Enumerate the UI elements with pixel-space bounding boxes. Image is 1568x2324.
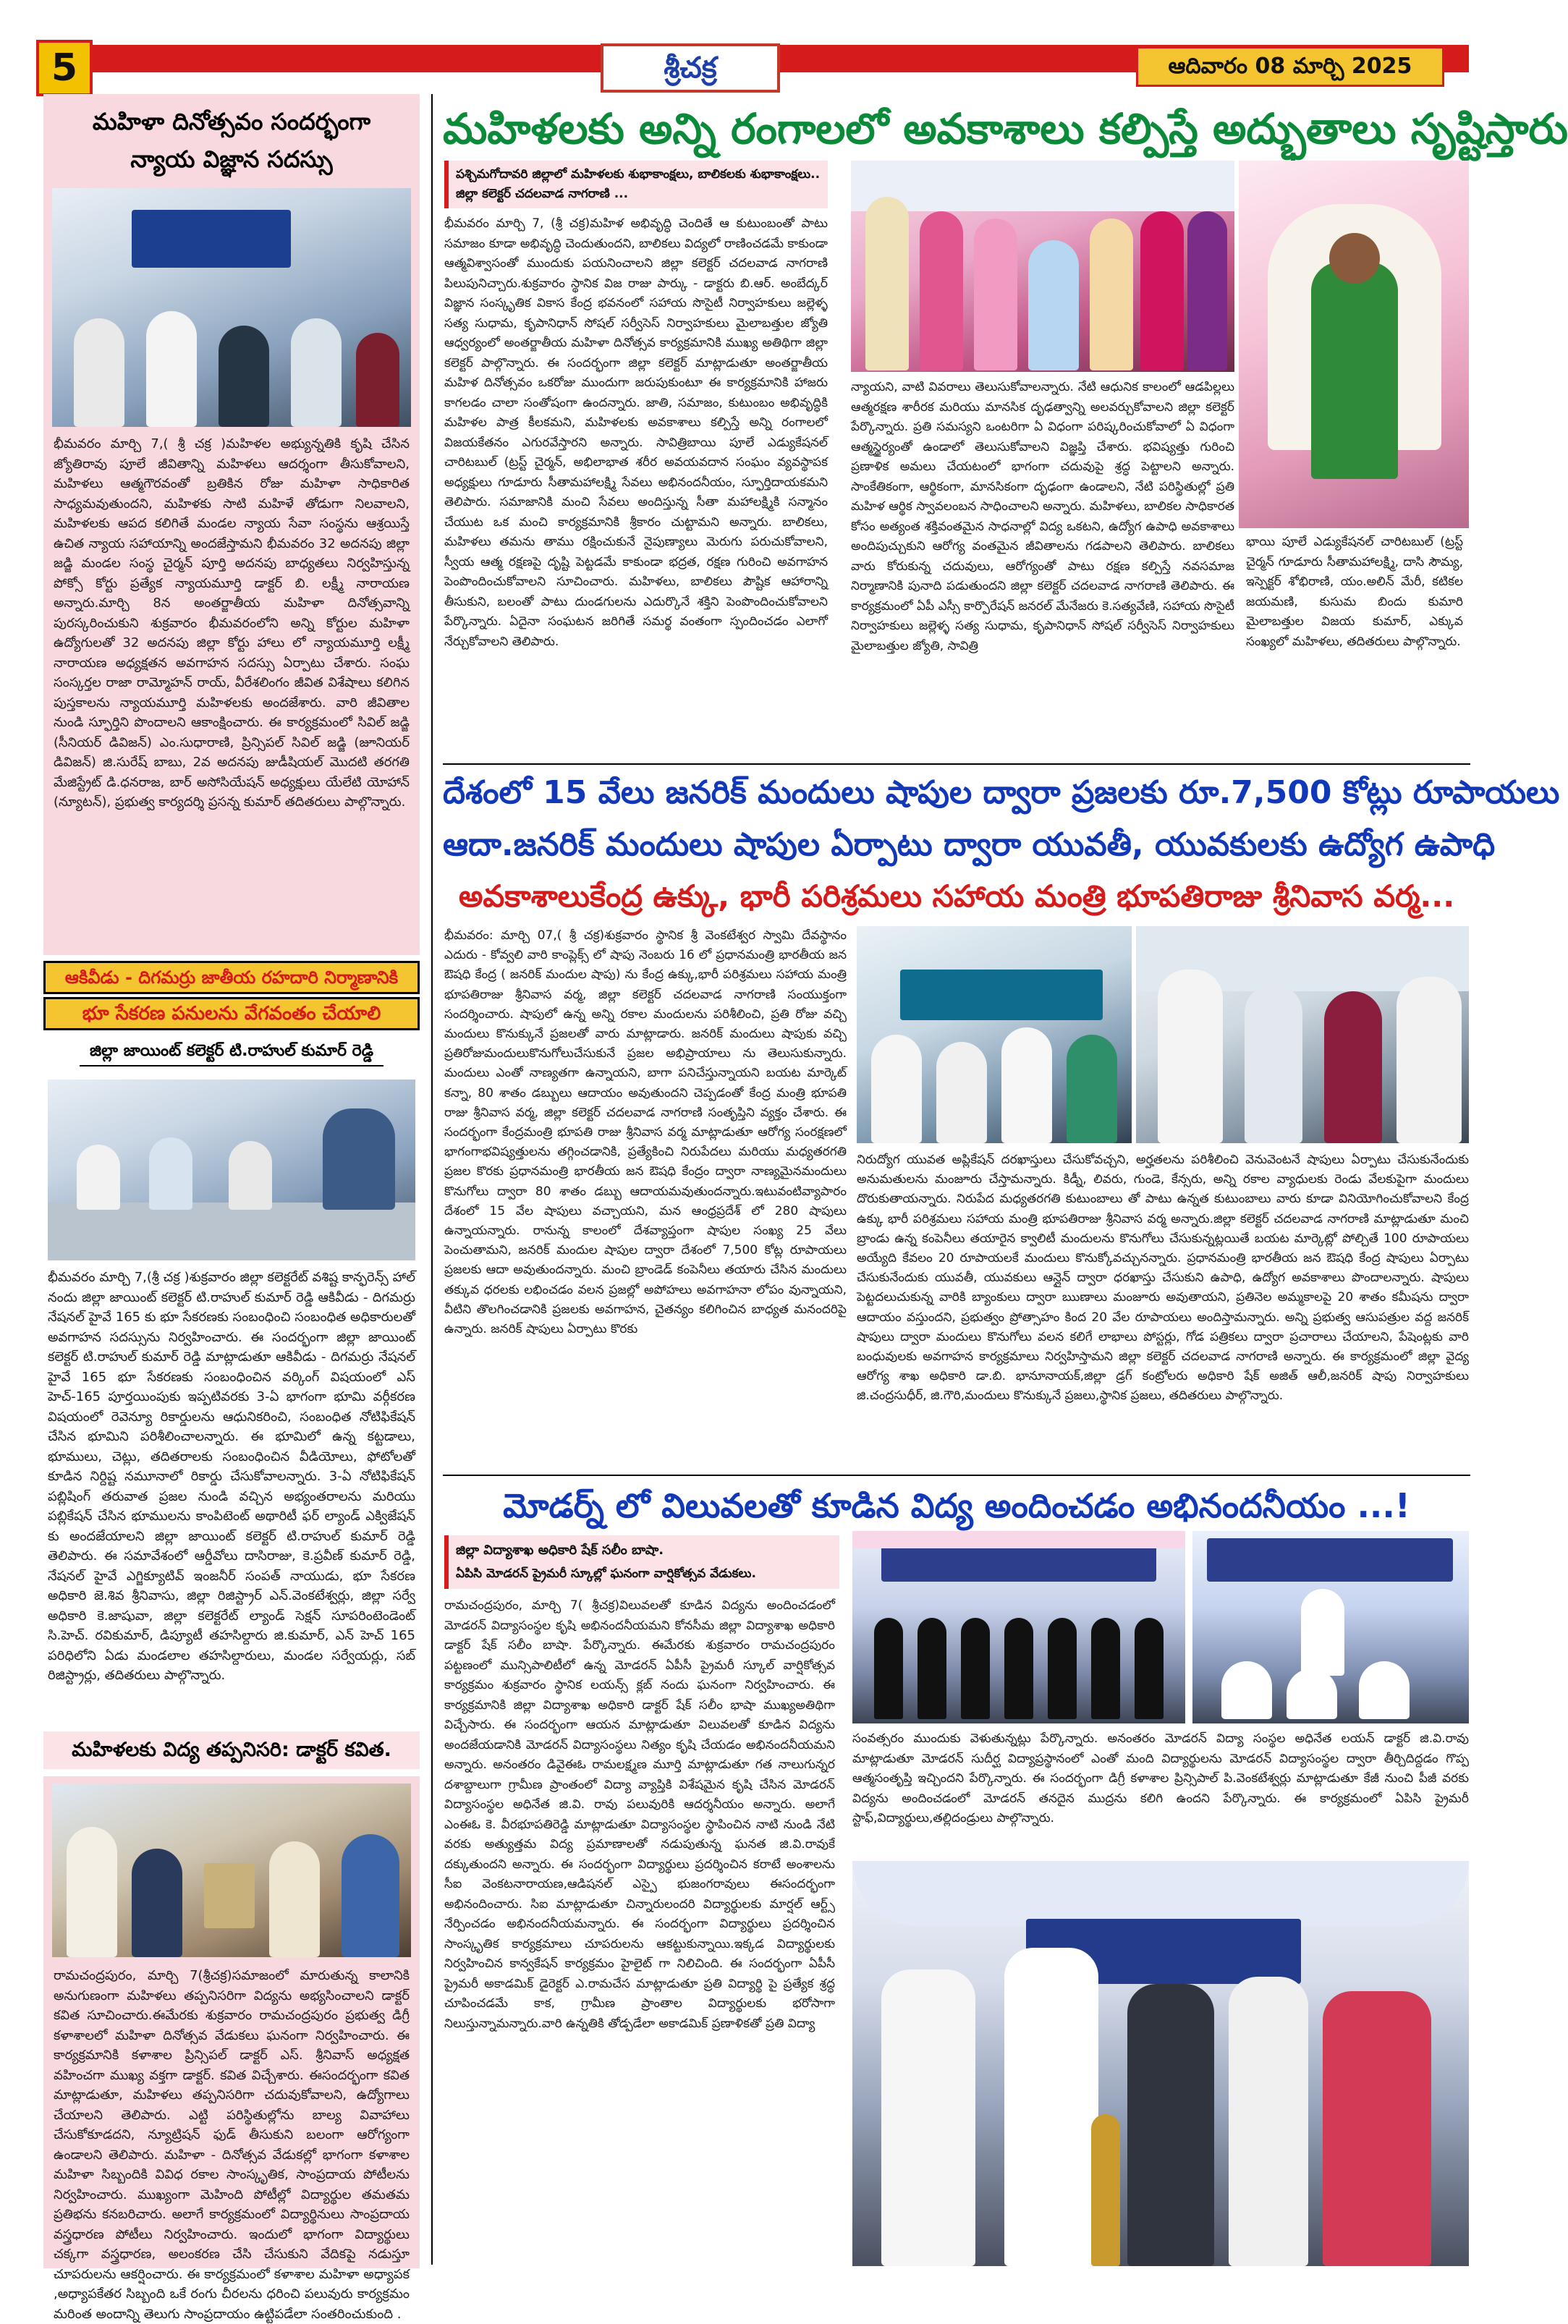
stage-backdrop — [1207, 1538, 1453, 1582]
person-figure — [881, 1969, 975, 2266]
person-figure — [356, 333, 399, 427]
student-figure — [1091, 1618, 1120, 1719]
left-story1-title-line2: న్యాయ విజ్ఞాన సదస్సు — [130, 145, 333, 173]
headline-generic-medicine-2: ఆదా.జనరిక్ మందులు షాపుల ఏర్పాటు ద్వారా యువతీ, యువకులకు ఉద్యోగ ఉపాధి — [443, 826, 1496, 863]
person-figure — [219, 326, 269, 427]
left-story3-title: మహిళలకు విద్య తప్పనిసరి: డాక్టర్ కవిత. — [72, 1739, 391, 1761]
issue-date: ఆదివారం 08 మార్చి 2025 — [1136, 46, 1444, 87]
student-figure — [874, 1618, 903, 1719]
modern-school-body-col2: సంవత్సరం ముందుకు వెళుతున్నట్లు పేర్కొన్నారు. అనంతరం మోడరన్ విద్యా సంస్థల అధినేత లయన్ డాక్టర్ జి.వి.రావు మాట్లాడుతూ మోడరన్ సుదీర్ఘ విద్యాప్రస్థానంలో ఎంతో మంది విద్యార్థులను మోడరన్ విద్యాసంస్థల ద్వారా తీర్చిదిద్దడం గొప్ప ఆత్మసంతృప్తి ఇచ్చిందని పేర్కొన్నారు. ఈ సందర్భంగా డిగ్రీ కళాశాల ప్రిన్సిపాల్ పి.వెంకటేశ్వర్లు మాట్లాడుతూ కేజీ నుంచి పీజీ వరకు విద్యను అందించడంలో మోడరన్ తనదైన ముద్రను కలిగి ఉందని పేర్కొన్నారు. ఈ కార్యక్రమంలో ఏపిసి ప్రైమరీ స్టాఫ్,విద్యార్థులు,తల్లిదండ్రులు పాల్గొన్నారు. — [852, 1731, 1469, 1825]
person-figure — [1229, 1977, 1308, 2266]
person-figure — [1127, 1984, 1214, 2266]
generic-medicine-body-col1: భీమవరం: మార్చి 07,( శ్రీ చక్ర)శుక్రవారం స్థానిక శ్రీ వెంకటేశ్వర స్వామి దేవస్థానం ఎదురు - కోవ్వలి వారి కాంప్లెక్స్ లో షాపు నెంబరు 16 లో ప్రధానమంత్రి భారతీయ జన ఔషధి కేంద్ర ( జనరిక్ మందుల షాపు) ను కేంద్ర ఉక్కు,భారీ పరిశ్రమలు సహాయ మంత్రి భూపతిరాజు శ్రీనివాస వర్మ, జిల్లా కలెక్టర్ చదలవాడ నాగరాణి సంయుక్తంగా సందర్శించారు. షాపులో ఉన్న అన్ని రకాల మందులను పరిశీలించి, ప్రతి రోజు వచ్చి మందులు కొనుక్కునే ప్రజలతో వారు మాట్లాడారు. జనరిక్ మందులు షాపుకు వచ్చి ప్రతిరోజుమందులుకొనుగోలుచేసుకునే ప్రజల అభిప్రాయాలు ను తెలుసుకున్నారు. మందులు ఎంతో నాణ్యతగా ఉన్నాయని, బాగా పనిచేస్తున్నాయని బయట మార్కెట్ కన్నా, 80 శాతం డబ్బులు ఆదాయం అవుతుందని చెప్పడంతో కేంద్ర మంత్రి భూపతి రాజు శ్రీనివాస వర్మ, జిల్లా కలెక్టర్ చదలవాడ నాగరాణి సంతృప్తిని వ్యక్తం చేశారు. ఈ సందర్భంగా కేంద్రమంత్రి భూపతి రాజు శ్రీనివాస వర్మ మాట్లాడుతూ ఆరోగ్య సంరక్షణలో భాగంగాభవిష్యత్తులను తగ్గించడానికి, ప్రత్యేకించి నిరుపేదలు మరియు మధ్యతరగతి ప్రజల కొరకు ప్రధానమంత్రి భారతీయ జన ఔషధి కేంద్రం ద్వారా నాణ్యమైనమందులు కొనుగోలు ద్వారా 80 శాతం డబ్బు ఆదాయమవుతుందన్నారు.ఇటువంటివ్యాపారం దేశంలో 15 వేల షాపులు వచ్చాయని, మన ఆంధ్రప్రదేశ్ లో 280 షాపులు ఉన్నాయన్నారు. రానున్న కాలంలో దేశవ్యాప్తంగా షాపుల సంఖ్య 25 వేలు పెంచుతామని, జనరిక్ మందుల షాపుల ద్వారా దేశంలో 7,500 కోట్ల రూపాయలు ప్రజలకు ఆదా అవుతుందన్నారు. మంచి బ్రాండెడ్ కంపెనీలు తయారు చేసిన మందులు తక్కువ ధరలకు లభించడం వలన ప్రజల్లో అపోహలు అవగాహనా లోపం వున్నాయని, వీటిని తొలగించడానికి ప్రజలకు అవగాహన, చైతన్యం కలిగించిన బాధ్యత మనందరిపై ఉన్నారు. జనరిక్ షాపులు ఏర్పాటు కొరకు — [444, 928, 847, 1337]
section-divider — [443, 763, 1470, 765]
left-story1-title-line1: మహిళా దినోత్సవం సందర్భంగా — [92, 108, 371, 135]
left-story2-byline: జిల్లా జాయింట్ కలెక్టర్ టి.రాహుల్ కుమార్ రెడ్డి — [89, 1042, 374, 1060]
left-story3-body: రామచంద్రపురం, మార్చి 7(శ్రీచక్ర)సమాజంలో మారుతున్న కాలానికి అనుగుణంగా మహిళలు తప్పనిసరిగా విద్యను అభ్యసించాలని డాక్టర్ కవిత సూచించారు.ఈమేరకు శుక్రవారం రామచంద్రపురం ప్రభుత్వ డిగ్రీ కళాశాలలో మహిళా దినోత్సవ వేడుకలు ఘనంగా నిర్వహించారు. ఈ కార్యక్రమానికి కళాశాల ప్రిన్సిపల్ డాక్టర్ ఎస్. శ్రీనివాస్ అధ్యక్షత వహించగా ముఖ్య వక్తగా డాక్టర్. కవిత విచ్చేశారు. ఈసందర్భంగా కవిత మాట్లాడుతూ, మహిళలు తప్పనిసరిగా చదువుకోవాలని, ఉద్యోగాలు చేయాలని తెలిపారు. ఎట్టి పరిస్థితుల్లోను బాల్య వివాహాలు చేసుకోకూడదని, న్యూట్రిషన్ ఫుడ్ తీసుకుని బలంగా ఆరోగ్యంగా ఉండాలని తెలిపారు. మహిళా - దినోత్సవ వేడుకల్లో భాగంగా కళాశాల మహిళా సిబ్బందికి వివిధ రకాల సాంస్కృతిక, సాంప్రదాయ పోటీలను నిర్వహించారు. ముఖ్యంగా మెహింది పోటీల్లో విద్యార్థుల తమతమ ప్రతిభను కనబరిచారు. అలాగే కార్యక్రమంలో విద్యార్థినులు సాంప్రదాయ వస్త్రధారణ పోటీలు నిర్వహించారు. ఇందులో భాగంగా విద్యార్థులు చక్కగా వస్త్రధారణ, అలంకరణ చేసి చేసుకుని వేదికపై నడుస్తూ చూపరులను ఆకర్షించారు. ఈ కార్యక్రమంలో కళాశాల మహిళా అధ్యాపక ,అధ్యాపకేతర సిబ్బంది ఒకే రంగు చీరలను ధరించి పలువురు కార్యక్రమం మరింత అందాన్ని తెలుగు సాంప్రదాయం ఉట్టిపడేలా సంతరించుకుంది . — [54, 1968, 410, 2322]
headline-modern-school: మోడర్న్ లో విలువలతో కూడిన విద్య అందించడం అభినందనీయం ...! — [503, 1486, 1410, 1525]
generic-medicine-body-col2: నిరుద్యోగ యువత అప్లికేషన్ దరఖాస్తులు చేసుకోవచ్చని, అర్హతలను పరిశీలించి వెనువెంటనే షాపులు ఏర్పాటు చేసుకునేందుకు అనుమతులను మంజూరు చేస్తామన్నారు. కిడ్నీ, లివరు, గుండె, కేన్సరు, అన్ని రకాల వ్యాధులకు రెండు వేలకుపైగా మందులు దొరుకుతాయన్నారు. నిరుపేద మధ్యతరగతి కుటుంబాలు తో పాటు ఉన్నత కుటుంబాలు వారు కూడా వినియోగించుకోవాలని కేంద్ర ఉక్కు భారీ పరిశ్రమలు సహాయ మంత్రి భూపతిరాజు శ్రీనివాస వర్మ అన్నారు.జిల్లా కలెక్టర్ చదలవాడ నాగరాణి మాట్లాడుతూ మంచి బ్రాండు ఉన్న కంపెనీలు తయారైన క్వాలిటీ మందులను కొనుగోలు చేసుకున్నట్లయితే బయట మార్కెట్లో పోల్చితే 100 రూపాయలు అయ్యేది కేవలం 20 రూపాయలకే మందులు కొనుక్కోవచ్చునన్నారు. ప్రధానమంత్రి భారతీయ జన ఔషధి కేంద్ర షాపులు ఏర్పాటు చేసుకునేందుకు యువతీ, యువకులు ఆన్లైన్ ద్వారా ధరఖాస్తు చేసుకుని ఉపాధి, ఉద్యోగ అవకాశాలు పొందాలన్నారు. షాపులు పెట్టదలుచుకున్న వారికి బ్యాంకులు ద్వారా ఋణాలు మంజూరు అవుతాయని, ప్రతినెల అమ్మకాలపై 20 శాతం కమీషను ద్వారా ఆదాయం వస్తుందని, ప్రభుత్వం ప్రోత్సాహం కింద 20 వేల రూపాయలు అందిస్తామన్నారు. అన్ని ప్రభుత్వ ఆసుపత్రుల వద్ద జనరిక్ షాపులు ద్వారా మందులు కొనుగోలు వలన కలిగే లాభాలు పోస్టర్లు, గోడ పత్రికలు ద్వారా ప్రచారాలు చేయాలని, పేషెంట్లకు వారి బంధువులకు అవగాహన కార్యక్రమాలు నిర్వహిస్తామని జిల్లా కలెక్టర్ చదలవాడ నాగరాణి అన్నారు. ఈ కార్యక్రమంలో జిల్లా వైద్య ఆరోగ్య శాఖ అధికారి డా.బి. భానూనాయక్,జిల్లా డ్రగ్ కంట్రోలరు అధికారి షేక్ అజిత్ ఆలీ,జనరిక్ షాపు నిర్వాహకులు జి.చంద్రసుధీర్, జి.గౌరి,మందులు కొనుక్కునే ప్రజలు,స్థానిక ప్రజలు, తదితరులు పాల్గొన్నారు. — [857, 1153, 1470, 1404]
person-figure — [269, 1841, 320, 1957]
student-figure — [1048, 1618, 1077, 1719]
womens-day-body-col3: భాయి పూలే ఎడ్యుకేషనల్ చారిటబుల్ (ట్రస్ట్ చైర్మన్ గూడూరు సీతామహాలక్ష్మి, దాసి సౌమ్య, ఇస్పెక్టర్ శోభిరాణి, యం.అలిన్ మేరీ, కటికల జయమణి, కుసుమ బిందు కుమారి మైలాబత్తుల విజయ కుమార్, ఎక్కువ సంఖ్యలో మహిళలు, తదితరులు పాల్గొన్నారు. — [1246, 535, 1463, 649]
left-story1-photo — [52, 188, 411, 427]
karate-student — [1359, 1661, 1410, 1719]
deck-womens-day: పశ్చిమగోదావరి జిల్లాలో మహిళలకు శుభాకాంక్షలు, బాలికలకు శుభాకాంక్షలు.. జిల్లా కలెక్టర్ చదలవాడ నాగరాణి ... — [444, 161, 828, 208]
photo-banner — [132, 210, 291, 268]
person-figure — [920, 211, 963, 370]
stage-backdrop — [851, 161, 1234, 211]
person-figure — [67, 1827, 117, 1957]
person-figure — [1323, 1991, 1431, 2266]
logo-text: శ్రీచక్ర — [664, 51, 717, 85]
headline-womens-day: మహిళలకు అన్ని రంగాలలో అవకాశాలు కల్పిస్తే అద్భుతాలు సృష్టిస్తారు — [443, 104, 1568, 153]
lamp-lighting-photo — [852, 1861, 1469, 2266]
section-divider — [443, 1475, 1470, 1476]
womens-day-honoree-photo — [1239, 161, 1469, 528]
generic-shop-photo-1 — [857, 926, 1132, 1143]
oil-lamp — [1091, 2114, 1120, 2266]
person-figure — [1187, 211, 1227, 370]
person-figure — [871, 1035, 922, 1143]
student-figure — [961, 1618, 990, 1719]
person-figure — [1397, 977, 1462, 1143]
convocation-photo — [852, 1531, 1185, 1723]
shop-banner — [900, 970, 1103, 1020]
student-figure — [918, 1618, 946, 1719]
person-figure — [974, 219, 1017, 370]
honoree-face — [1329, 233, 1380, 284]
left-story1-box — [43, 94, 420, 955]
person-figure — [1158, 970, 1223, 1143]
balloon-arch — [852, 1861, 1469, 1926]
left-story2-title-line1: ఆకివీడు - దిగమర్రు జాతీయ రహదారి నిర్మాణానికి — [43, 961, 420, 994]
person-figure — [149, 1137, 192, 1210]
person-figure — [865, 197, 909, 370]
left-story2-photo — [48, 1080, 415, 1260]
headline-generic-medicine-1: దేశంలో 15 వేలు జనరిక్ మందులు షాపుల ద్వారా ప్రజలకు రూ.7,500 కోట్లు రూపాయలు — [443, 774, 1560, 811]
deck-modern-school-line1: జిల్లా విద్యాశాఖ అధికారి షేక్ సలీం బాషా. — [456, 1543, 664, 1558]
student-figure — [1135, 1618, 1164, 1719]
person-figure — [1004, 1948, 1098, 2266]
modern-school-body-col1: రామచంద్రపురం, మార్చి 7( శ్రీచక్ర)విలువలతో కూడిన విద్యను అందించడంలో మోడరన్ విద్యాసంస్థల కృషి అభినందనీయమని కోనసీమ జిల్లా విద్యాశాఖ అధికారి డాక్టర్ షేక్ సలీం బాషా. పేర్కొన్నారు. ఈమేరకు శుక్రవారం రామచంద్రపురం పట్టణంలో మున్సిపాలిటీలో ఉన్న మోడరన్ ఏపీసీ ప్రైమరీ స్కూల్ వార్షికోత్సవ కార్యక్రమం శుక్రవారం స్థానిక లయన్స్ క్లబ్ నందు ఘనంగా నిర్వహించారు. ఈ కార్యక్రమానికి జిల్లా విద్యాశాఖ అధికారి డాక్టర్ షేక్ సలీం భాషా ముఖ్యఅతిథిగా విచ్చేసారు. ఈ సందర్భంగా ఆయన మాట్లాడుతూ విలువలతో కూడిన విద్యను అందజేయడానికి మోడరన్ విద్యాసంస్థలు నిత్యం కృషి చేయడం అభినందనీయమని అన్నారు. అనంతరం డివైఈఓ రామలక్ష్మణ మూర్తి మాట్లాడుతూ గత నాలుగున్నర దశాబ్దాలుగా గ్రామీణ ప్రాంతంలో విద్యా వ్యాప్తికి విశేషమైన కృషి చేసిన మోడరన్ విద్యాసంస్థల అధినేత జి.వి. రావు పలువురికి ఆదర్శనీయం అన్నారు. అలాగే ఎంఈఓ కె. వీరభూపతిరెడ్డి మాట్లాడుతూ విద్యాసంస్థల స్థాపించిన నాటి నుండి నేటి వరకు అత్యుత్తమ విద్య ప్రమాణాలతో నడుపుతున్న ఘనత జి.వి.రావుకే దక్కుతుందని అన్నారు. ఈ సందర్భంగా విద్యార్థులు ప్రదర్శించిన కరాటే అంశాలను సీఐ వెంకటనారాయణ,ఆడిషనల్ ఎస్పై భుజంగరావులు ఈసందర్భంగా అభినందించారు. సిఐ మాట్లాడుతూ చిన్నారులందరి విద్యార్థులకు మార్షల్ ఆర్ట్స్ నేర్పించడం అభినందనీయమన్నారు. ఈ సందర్భంగా విద్యార్థులు ప్రదర్శించిన సాంస్కృతిక కార్యక్రమాలు చూపరులను ఆకట్టుకున్నాయి.ఇక్కడ విద్యార్థులకు నిర్వహించిన కాన్వకేషన్ కార్యక్రమం హైలైట్ గా నిలిచింది. ఈ సందర్భంగా ఏపీసీ ప్రైమరీ అకాడమిక్ డైరెక్టర్ ఎ.రామచేస మాట్లాడుతూ ప్రతి విద్యార్థి పై ప్రత్యేక శ్రద్ధ చూపించడమే కాక, గ్రామీణ ప్రాంతాల విద్యార్థులకు భరోసాగా నిలుస్తున్నామన్నారు.వారి ఉన్నతికి తోడ్పడేలా అకాడమిక్ ప్రణాళికతో ప్రతి విద్యా — [444, 1598, 835, 2031]
person-figure — [342, 1834, 399, 1957]
womens-day-body-col1: భీమవరం మార్చి 7, (శ్రీ చక్ర)మహిళ అభివృద్ధి చెందితే ఆ కుటుంబంతో పాటు సమాజం కూడా అభివృద్ధి చెందుతుందని, బాలికలు విద్యలో రాణించడమే కాకుండా ఆత్మవిశ్వాసంతో ముందుకు పయనించాలని జిల్లా కలెక్టర్ చదలవాడ నాగరాణి పిలుపునిచ్చారు.శుక్రవారం స్థానిక విజ రాజు పార్కు - డాక్టరు బి.ఆర్. అంబేద్కర్ విజ్ఞాన సంస్కృతిక వికాస కేంద్ర భవనంలో సహాయ సొసైటీ నిర్వాహకులు జల్లెళ్ళ సత్య సుధామ, కృపానిధాన్ సోషల్ సర్వీసెస్ నిర్వాహకులు మైలాబత్తుల జ్యోతి ఆధ్వర్యంలో అంతర్జాతీయ మహిళా దినోత్సవ కార్యక్రమానికి ముఖ్య అతిథిగా జిల్లా కలెక్టర్ పాల్గొన్నారు. ఈ సందర్భంగా జిల్లా కలెక్టర్ మాట్లాడుతూ అంతర్జాతీయ మహిళ దినోత్సవం ఒకరోజు ముందుగా జరుపుకుంటూ ఈ కార్యక్రమానికి హాజరు కాగలడం చాలా సంతోషంగా ఉందన్నారు. జాతి, సమాజం, కుటుంబం అభివృద్ధికి మహిళల పాత్ర కీలకమని, మహిళలకు అవకాశాలు కల్పిస్తే అన్ని రంగాలలో విజయకేతనం ఎగురవేస్తారని అన్నారు. సావిత్రిబాయి పూలే ఎడ్యుకేషనల్ చారిటబుల్ (ట్రస్ట్ చైర్మన్, అభిలాభాత శరీర అవయవదాన సంఘం వ్యవస్థాపక అధ్యక్షులు గూడూరు సీతామహాలక్ష్మి సేవలు అభినందనీయం, స్ఫూర్తిదాయకమని తెలిపారు. సమాజానికి మంచి సేవలు అందిస్తున్న సీతా మహాలక్ష్మికి సన్మానం చేయుట ఒక మంచి కార్యక్రమానికి శ్రీకారం చుట్టామని అన్నారు. బాలికలు, మహిళలు తమను తాము రక్షించుకునే నైపుణ్యాలు మెరుగు పరుచుకోవాలని, స్వీయ ఆత్మ రక్షణపై దృష్టి పెట్టడమే కాకుండా భద్రత, రక్షణ గురించి అవగాహన పెంపొందించుకోవాలని సూచించారు. మహిళలు, బాలికలు పౌష్టిక ఆహారాన్ని తీసుకుని, బలంతో పాటు దుండగులను ఎదుర్కొనే శక్తిని పెంపొందించుకోవాలని పేర్కొన్నారు. ఏదైనా సంఘటన జరిగితే సమర్థ వంతంగా స్పందించడం ఎలాగో నేర్చుకోవాలని తెలిపారు. — [444, 216, 828, 649]
generic-shop-photo-2 — [1136, 926, 1469, 1143]
balloons — [852, 1531, 1185, 1548]
person-figure — [1067, 1035, 1117, 1143]
person-figure — [323, 1108, 395, 1210]
person-figure — [77, 1145, 120, 1210]
person-figure — [132, 1849, 182, 1957]
person-figure — [1028, 240, 1079, 370]
left-story3-box — [43, 1776, 420, 2322]
portrait-frame — [204, 1863, 255, 1928]
karate-student — [1301, 1589, 1344, 1676]
karate-student — [1287, 1668, 1337, 1719]
deck-modern-school-line2: ఏపిసి మోడరన్ ప్రైమరీ స్కూల్లో ఘనంగా వార్షికోత్సవ వేడుకలు. — [456, 1566, 756, 1581]
column-divider — [431, 94, 433, 2265]
person-figure — [936, 1042, 987, 1143]
womens-day-stage-photo — [851, 161, 1234, 372]
person-figure — [1001, 1027, 1052, 1143]
page-number: 5 — [36, 40, 93, 96]
byline-underline — [80, 1065, 383, 1066]
karate-photo — [1192, 1531, 1469, 1723]
person-figure — [74, 318, 124, 427]
table-surface — [48, 1203, 415, 1260]
womens-day-body-col2: న్యాయని, వాటి వివరాలు తెలుసుకోవాలన్నారు. నేటి ఆధునిక కాలంలో ఆడపిల్లలు ఆత్మరక్షణ శారీరక మరియు మానసిక దృఢత్వాన్ని అలవర్చుకోవాలని జిల్లా కలెక్టర్ పేర్కొన్నారు. ప్రతి సమస్యని ఒంటరిగా ఏ విధంగా పరిష్కరించుకోవాలో ఏ విధంగా ఆత్మస్థైర్యంతో ఉండాలో తెలుసుకోవాలని విజ్ఞప్తి చేశారు. భవిష్యత్తు గురించి ప్రణాళిక అమలు చేయటంలో భాగంగా చదువుపై శ్రద్ధ పెట్టాలని అన్నారు. సాంకేతికంగా, ఆర్థికంగా, మానసికంగా దృఢంగా ఉండాలని, నేటి పరిస్థితుల్లో ప్రతి మహిళ ఆర్థిక స్వావలంబన సాధించాలని అన్నారు. మహిళలు, బాలికల సాధికారత కోసం అత్యంత శక్తివంతమైన సాధనాల్లో విద్య ఒకటని, ఉద్యోగ ఉపాధి అవకాశాలు అందిపుచ్చుకుని ఆరోగ్య వంతమైన జీవితాలను గడపాలని తెలిపారు. బాలికలు వారు కోరుకున్న చదువులు, ఆరోగ్యంతో పాటు రక్షణ కల్పిస్తే నవసమాజ నిర్మాణానికి పునాది పడుతుందని జిల్లా కలెక్టర్ చదలవాడ నాగరాణి తెలిపారు. ఈ కార్యక్రమంలో ఏపీ ఎస్సీ కార్పొరేషన్ జనరల్ మేనేజరు కె.సత్యవేణి, సహాయ సొసైటీ నిర్వాహకులు జల్లెళ్ళ సత్య సుధామ, కృపానిధాన్ సోషల్ సర్వీసెస్ నిర్వాహకులు మైలాబత్తుల జ్యోతి, సావిత్రి — [851, 380, 1234, 653]
person-figure — [1324, 991, 1382, 1143]
student-figure — [1004, 1618, 1033, 1719]
person-figure — [1140, 211, 1184, 370]
person-figure — [1245, 984, 1302, 1143]
left-story3-photo — [52, 1784, 411, 1957]
left-story1-body: భీమవరం మార్చి 7,( శ్రీ చక్ర )మహిళల అభ్యున్నతికి కృషి చేసిన జ్యోతిరావు పూలే జీవితాన్ని మహిళలు ఆదర్శంగా తీసుకోవాలని, మహిళలు ఆత్మగౌరవంతో బ్రతికిన రోజు మహిళా సాధికారిత సాధ్యమవుతుందని, మహిళకు సాటి మహిళే తోడుగా నిలవాలని, మహిళలకు ఆపద కలిగితే మండల న్యాయ సేవా సంస్థను ఆశ్రయిస్తే ఉచిత న్యాయ సహాయాన్ని అందజేస్తామని భీమవరం 32 అదనపు జిల్లా జడ్జి మండల సంస్థ చైర్మన్ పూర్తి అదనపు బాధ్యతలు నిర్వహిస్తున్న పోక్సో కోర్టు ప్రత్యేక న్యాయమూర్తి డాక్టర్ బి. లక్ష్మీ నారాయణ అన్నారు.మార్చి 8న అంతర్జాతీయ మహిళా దినోత్సవాన్ని పురస్కరించుకుని శుక్రవారం భీమవరంలోని అన్ని కోర్టుల మహిళా ఉద్యోగులతో 32 అదనపు జిల్లా కోర్టు హాలు లో న్యాయమూర్తి లక్ష్మీ నారాయణ అధ్యక్షతన అవగాహన సదస్సు ఏర్పాటు చేశారు. సంఘ సంస్కర్తల రాజా రామ్మోహన్ రాయ్, వీరేశలింగం జీవిత విశేషాలు కలిగిన పుస్తకాలను న్యాయమూర్తి మహిళలకు అందజేశారు. వారి జీవితాల నుండి స్ఫూర్తిని పొందాలని ఆకాంక్షించారు. ఈ కార్యక్రమంలో సివిల్ జడ్జి (సీనియర్ డివిజన్) ఎం.సుధారాణి, ప్రిన్సిపల్ సివిల్ జడ్జి (జూనియర్ డివిజన్) జి.సురేష్ బాబు, 2వ అదనపు జుడీషియల్ మొదటి తరగతి మేజిస్ట్రేట్ డి.ధనరాజ, బార్ అసోసియేషన్ అధ్యక్షులు యేలేటి యోహాన్ (న్యూటన్), ప్రభుత్వ కార్యదర్శి ప్రసన్న కుమార్ తదితరులు పాల్గొన్నారు. — [54, 436, 410, 810]
honoree-figure — [1311, 262, 1398, 479]
left-story2-body: భీమవరం మార్చి 7,(శ్రీ చక్ర )శుక్రవారం జిల్లా కలెక్టరేట్ వశిష్ట కాన్ఫరెన్స్ హాల్ నందు జిల్లా జాయింట్ కలెక్టర్ టి.రాహుల్ కుమార్ రెడ్డి ఆకివీడు - దిగమర్రు నేషనల్ హైవే 165 కు భూ సేకరణకు సంబంధించి సంబంధిత అధికారులతో అవగాహన సదస్సును నిర్వహించారు. ఈ సందర్భంగా జిల్లా జాయింట్ కలెక్టర్ టి.రాహుల్ కుమార్ రెడ్డి మాట్లాడుతూ ఆకివీడు - దిగమర్రు నేషనల్ హైవే 165 భూ సేకరణకు సంబంధించిన వర్కింగ్ విషయంలో ఎస్ హెచ్-165 పూర్తయింపుకు ఇప్పటివరకు 3-ఏ భాగంగా భూమి వర్గీకరణ విషయంలో రెవెన్యూ రికార్డులను ఆధునికరించి, సంబంధిత నోటిఫికేషన్ చేసిన భూమిని పరిశీలించాలన్నారు. ఈ భూమిలో ఉన్న కట్టడాలు, భూములు, చెట్లు, తదితరాలకు సంబంధించిన వీడియోలు, ఫోటోలతో కూడిన నిర్దిష్ట నమూనాలో రికార్డు చేసుకోవాలన్నారు. 3-ఏ నోటిఫికేషన్ పబ్లిషింగ్ తరువాత ప్రజల నుండి వచ్చిన అభ్యంతరాలను మరియు పబ్లికేషన్ చేసిన భూములను కాంపిటెంట్ అథారిటీ ఫర్ ల్యాండ్ ఎక్విజేషన్ కు అందజేయాలని జిల్లా జాయింట్ కలెక్టర్ టి.రాహుల్ కుమార్ రెడ్డి తెలిపారు. ఈ సమావేశంలో ఆర్డీవోలు దాసిరాజు, కె.ప్రవీణ్ కుమార్ రెడ్డి, నేషనల్ హైవే ఎగ్జిక్యూటివ్ ఇంజనీర్ సంపత్ నాయుడు, భూ సేకరణ అధికారి జె.శివ శ్రీనివాసు, జిల్లా రిజిస్ట్రార్ ఎన్.వెంకటేశ్వర్లు, జిల్లా సర్వే అధికారి కె.జాషువా, జిల్లా కలెక్టరేట్ ల్యాండ్ సెక్షన్ సూపరింటెండెంట్ సి.హెచ్. రవికుమార్, డిప్యూటీ తహసిల్దారు జి.కుమార్, ఎన్ హెచ్ 165 పరిధిలోని ఏడు మండలాల తహసిల్దారులు, మండల సర్వేయర్లు, సబ్ రిజిస్ట్రార్లు, తదితరులు పాల్గొన్నారు. — [48, 1270, 415, 1683]
karate-student — [1221, 1661, 1272, 1719]
newspaper-logo — [601, 43, 780, 93]
person-figure — [229, 1141, 272, 1210]
left-story2-title-line2: భూ సేకరణ పనులను వేగవంతం చేయాలి — [43, 997, 420, 1030]
headline-generic-medicine-3: అవకాశాలుకేంద్ర ఉక్కు, భారీ పరిశ్రమలు సహాయ మంత్రి భూపతిరాజు శ్రీనివాస వర్మ... — [458, 878, 1455, 914]
person-figure — [1090, 219, 1133, 370]
person-figure — [146, 311, 197, 427]
person-figure — [291, 318, 342, 427]
